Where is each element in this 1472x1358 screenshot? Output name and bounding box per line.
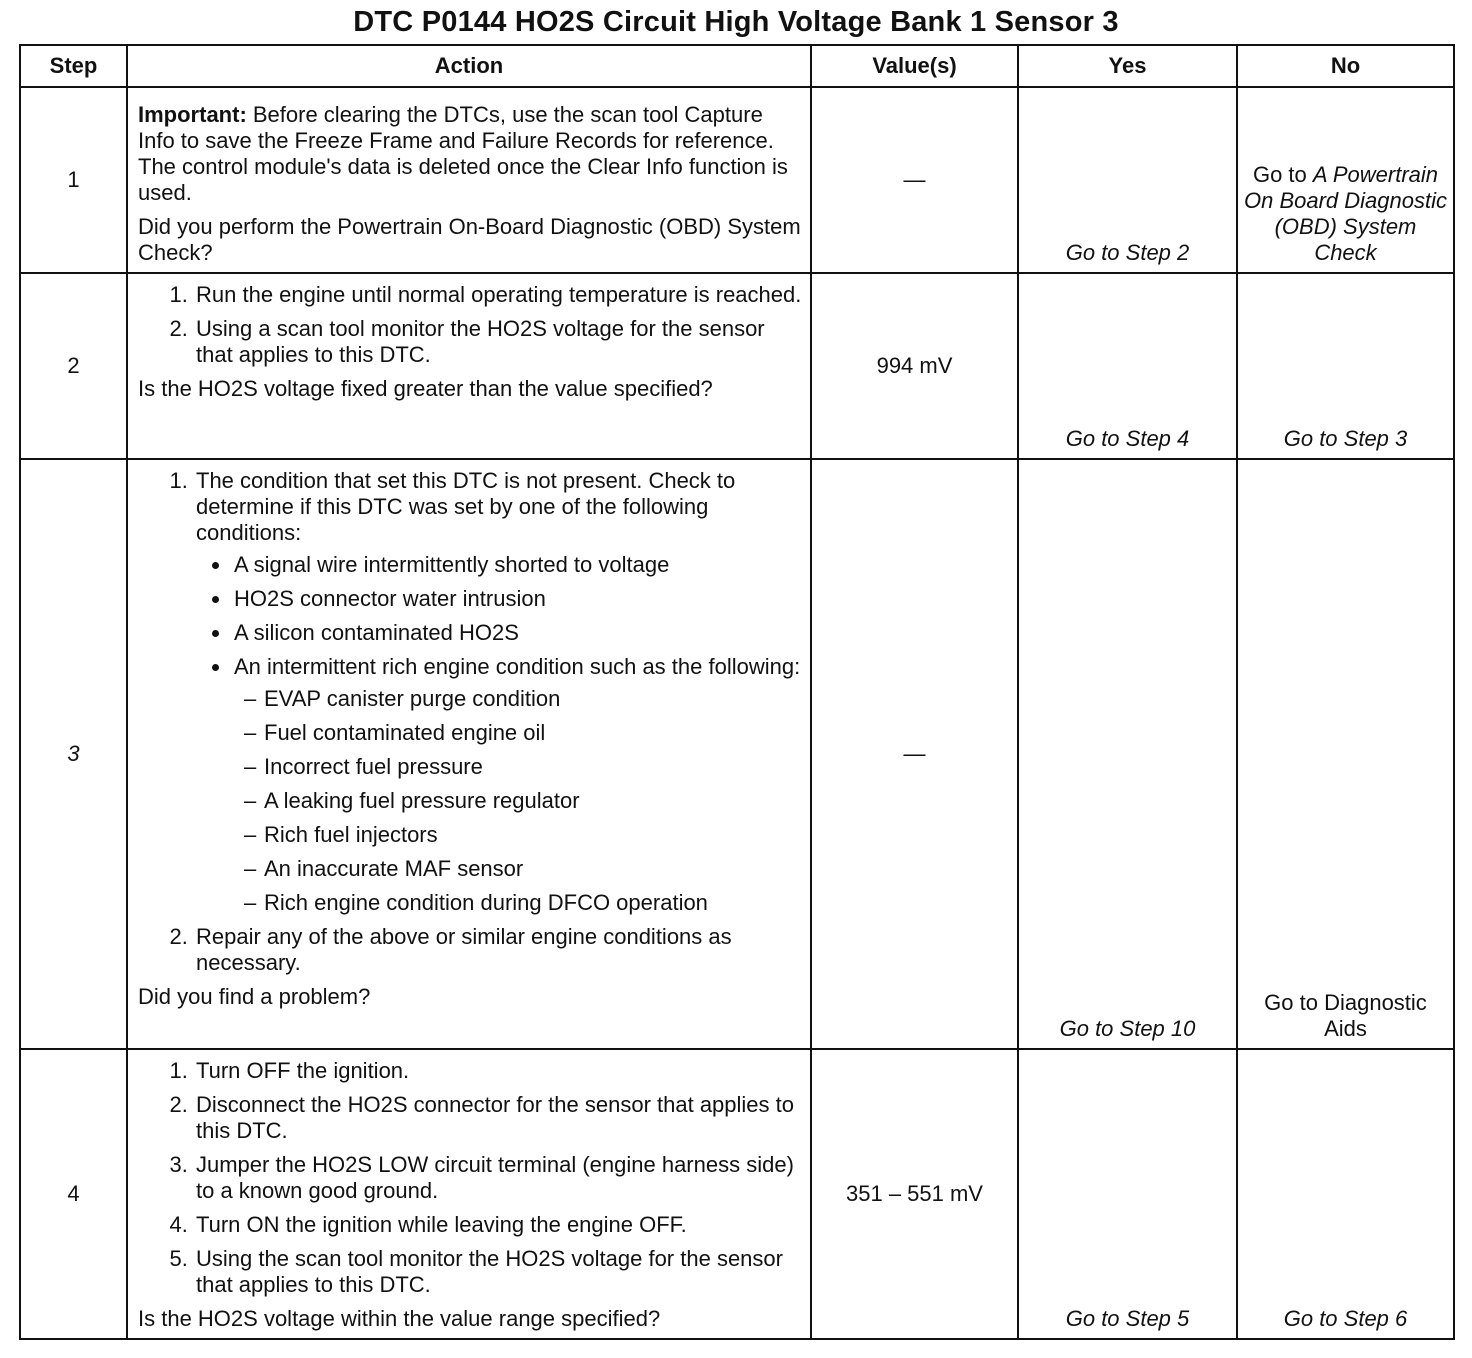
header-no: No — [1237, 45, 1454, 87]
sub-condition-text: A leaking fuel pressure regulator — [264, 788, 580, 813]
header-step: Step — [20, 45, 127, 87]
no-cell: Go to Diagnostic Aids — [1237, 459, 1454, 1049]
sub-condition-item — [242, 856, 802, 882]
no-cell: Go to Step 6 — [1237, 1049, 1454, 1339]
action-cell — [127, 87, 811, 273]
action-question: Is the HO2S voltage fixed greater than the value specified? — [138, 376, 713, 401]
dash-marker: – — [244, 788, 257, 813]
condition-list — [196, 552, 802, 916]
sub-condition-item — [242, 686, 802, 712]
sub-condition-text: Incorrect fuel pressure — [264, 754, 483, 779]
sub-condition-text: EVAP canister purge condition — [264, 686, 561, 711]
no-prefix: Go to — [1252, 162, 1313, 187]
value-cell: — — [811, 87, 1018, 273]
condition-item: • HO2S connector water intrusion — [232, 586, 802, 612]
dash-marker: – — [244, 890, 257, 915]
action-step: 2. Using a scan tool monitor the HO2S voltage for the sensor that applies to this DTC. — [194, 316, 802, 368]
table-row — [20, 87, 1454, 273]
action-step: 5. Using the scan tool monitor the HO2S voltage for the sensor that applies to this DTC. — [194, 1246, 802, 1298]
diagnostic-table — [19, 44, 1455, 1340]
dash-marker: – — [244, 822, 257, 847]
action-step: 2. Disconnect the HO2S connector for the sensor that applies to this DTC. — [194, 1092, 802, 1144]
step-number: 2 — [20, 273, 127, 459]
no-cell: Go to Step 3 — [1237, 273, 1454, 459]
sub-condition-text: Rich engine condition during DFCO operation — [264, 890, 708, 915]
sub-condition-item — [242, 890, 802, 916]
action-cell — [127, 273, 811, 459]
no-cell — [1237, 87, 1454, 273]
sub-condition-text: An inaccurate MAF sensor — [264, 856, 524, 881]
action-step: 2. Repair any of the above or similar engine conditions as necessary. — [194, 924, 802, 976]
step-number: 4 — [20, 1049, 127, 1339]
action-question: Did you perform the Powertrain On-Board Diagnostic (OBD) System Check? — [138, 214, 801, 265]
action-cell — [127, 459, 811, 1049]
action-step: 1. Turn OFF the ignition. — [194, 1058, 802, 1084]
condition-item: • A silicon contaminated HO2S — [232, 620, 802, 646]
sub-condition-text: Rich fuel injectors — [264, 822, 438, 847]
sub-condition-item — [242, 822, 802, 848]
sub-condition-list — [234, 686, 802, 916]
action-step — [194, 468, 802, 916]
dash-marker: – — [244, 754, 257, 779]
action-steps — [138, 468, 802, 976]
value-cell: 351 – 551 mV — [811, 1049, 1018, 1339]
sub-condition-item — [242, 788, 802, 814]
page-title: DTC P0144 HO2S Circuit High Voltage Bank 1 Sensor 3 — [353, 6, 1119, 38]
condition-item-text: An intermittent rich engine condition such as the following: — [234, 654, 801, 679]
value-cell: 994 mV — [811, 273, 1018, 459]
dash-marker: – — [244, 720, 257, 745]
step-number: 3 — [20, 459, 127, 1049]
important-text: Before clearing the DTCs, use the scan tool Capture Info to save the Freeze Frame and Failure Records for reference. The control module's data is deleted once the Clear Info function is used. — [138, 102, 788, 205]
sub-condition-item — [242, 754, 802, 780]
action-step: 1. Run the engine until normal operating temperature is reached. — [194, 282, 802, 308]
yes-cell: Go to Step 10 — [1018, 459, 1237, 1049]
action-cell — [127, 1049, 811, 1339]
sub-condition-item — [242, 720, 802, 746]
action-step: 4. Turn ON the ignition while leaving the engine OFF. — [194, 1212, 802, 1238]
action-question: Did you find a problem? — [138, 984, 371, 1009]
header-values: Value(s) — [811, 45, 1018, 87]
header-yes: Yes — [1018, 45, 1237, 87]
no-link-text: A Powertrain On Board Diagnostic (OBD) System Check — [1244, 162, 1447, 265]
header-row — [20, 45, 1454, 87]
table-row — [20, 459, 1454, 1049]
dash-marker: – — [244, 686, 257, 711]
action-step-text: The condition that set this DTC is not present. Check to determine if this DTC was set by one of the following conditions: — [196, 468, 736, 545]
step-number: 1 — [20, 87, 127, 273]
yes-cell: Go to Step 4 — [1018, 273, 1237, 459]
yes-cell: Go to Step 5 — [1018, 1049, 1237, 1339]
sub-condition-text: Fuel contaminated engine oil — [264, 720, 546, 745]
action-steps — [138, 1058, 802, 1298]
action-steps — [138, 282, 802, 368]
yes-cell: Go to Step 2 — [1018, 87, 1237, 273]
condition-item: • A signal wire intermittently shorted to voltage — [232, 552, 802, 578]
dash-marker: – — [244, 856, 257, 881]
important-label: Important: — [138, 102, 247, 127]
table-row — [20, 1049, 1454, 1339]
action-step: 3. Jumper the HO2S LOW circuit terminal (engine harness side) to a known good ground. — [194, 1152, 802, 1204]
header-action: Action — [127, 45, 811, 87]
table-row — [20, 273, 1454, 459]
condition-item — [232, 654, 802, 916]
important-note — [138, 102, 802, 206]
action-question: Is the HO2S voltage within the value range specified? — [138, 1306, 661, 1331]
value-cell: — — [811, 459, 1018, 1049]
